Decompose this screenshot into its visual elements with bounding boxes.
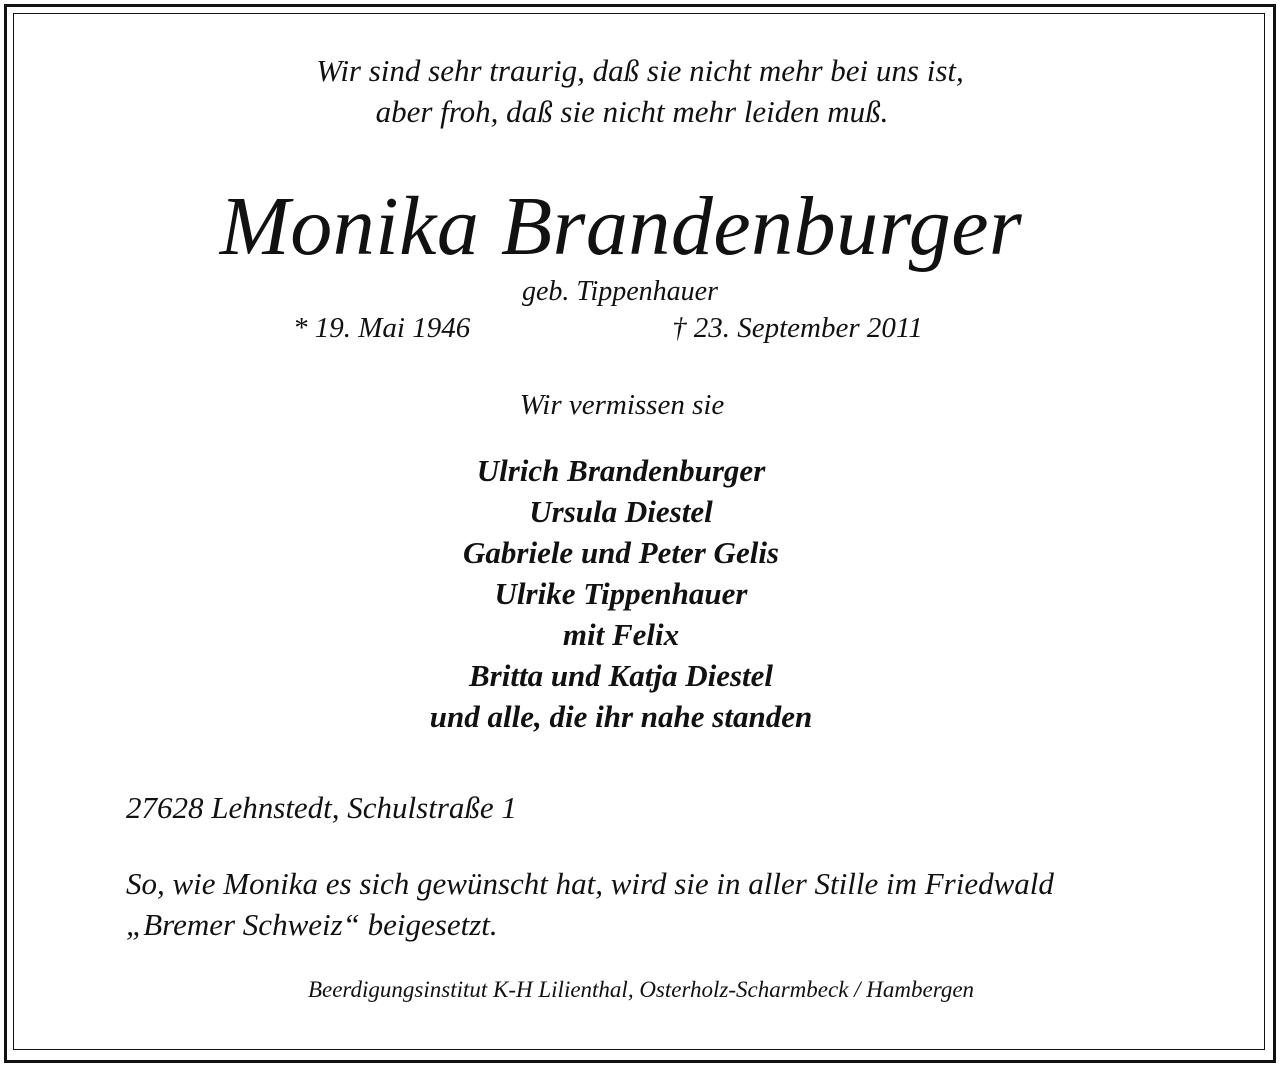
mourner-item: Ulrich Brandenburger: [476, 453, 766, 488]
burial-note: [126, 863, 1054, 945]
mourner-item: und alle, die ihr nahe standen: [429, 699, 813, 734]
address: 27628 Lehnstedt, Schulstraße 1: [126, 790, 517, 825]
life-dates: [0, 312, 1280, 352]
mourner-item: mit Felix: [562, 617, 680, 652]
birth-date: * 19. Mai 1946: [293, 312, 471, 344]
death-date: † 23. September 2011: [672, 312, 923, 344]
deceased-name: Monika Brandenburger: [219, 180, 1023, 273]
mourner-item: Ursula Diestel: [529, 494, 713, 529]
miss-text: Wir vermissen sie: [519, 389, 725, 421]
undertaker: Beerdigungsinstitut K-H Lilienthal, Osterholz-Scharmbeck / Hambergen: [307, 977, 975, 1002]
mourner-item: Britta und Katja Diestel: [468, 658, 774, 693]
motto-line-2: aber froh, daß sie nicht mehr leiden muß.: [375, 94, 889, 129]
motto-line-1: Wir sind sehr traurig, daß sie nicht mehr bei uns ist,: [316, 53, 964, 88]
burial-note-line-1: So, wie Monika es sich gewünscht hat, wird sie in aller Stille im Friedwald: [126, 866, 1054, 901]
burial-note-line-2: „Bremer Schweiz“ beigesetzt.: [126, 907, 498, 942]
mourner-item: Gabriele und Peter Gelis: [463, 535, 779, 570]
mourners-list: [0, 450, 1242, 737]
born-name: geb. Tippenhauer: [522, 276, 718, 307]
mourner-item: Ulrike Tippenhauer: [494, 576, 748, 611]
